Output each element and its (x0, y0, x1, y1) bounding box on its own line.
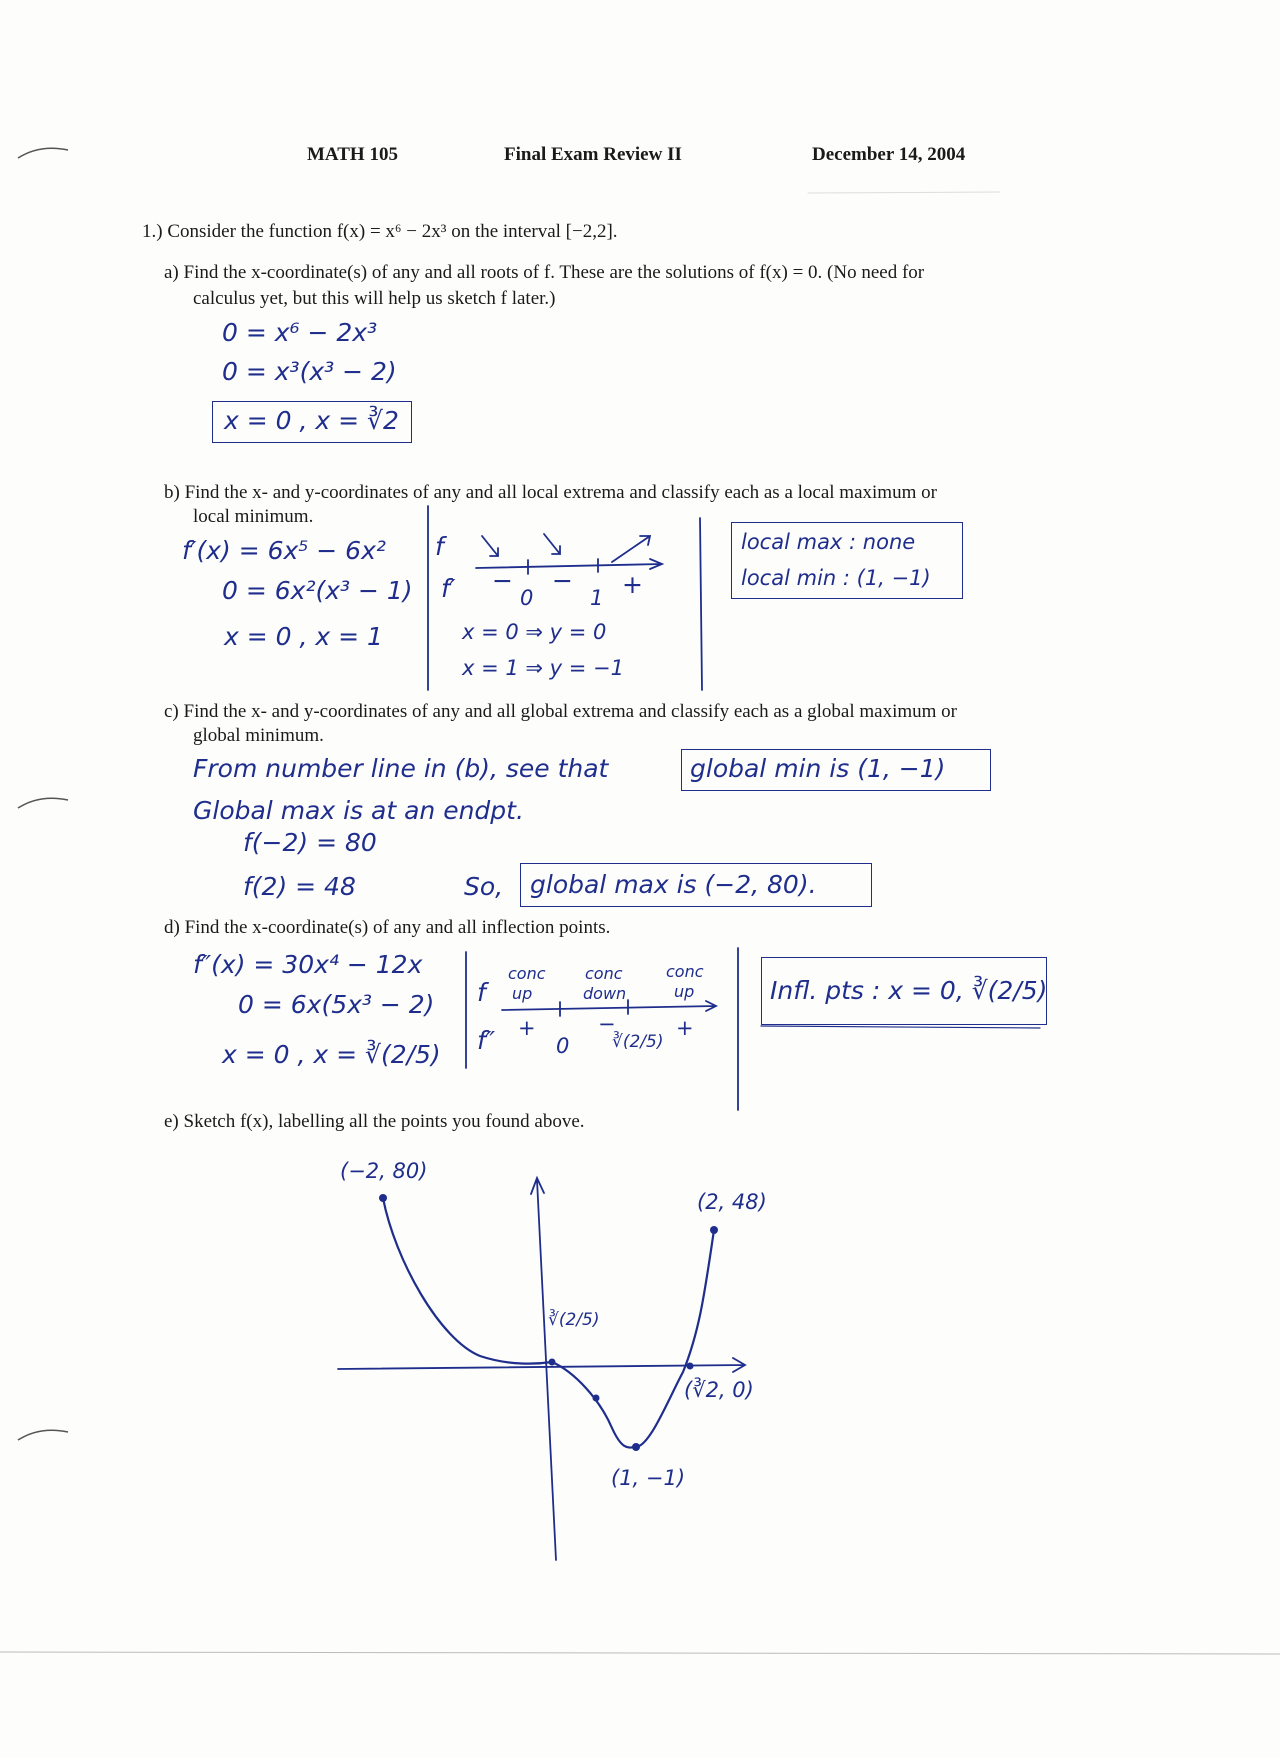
part-b-sign-3: + (622, 570, 643, 599)
part-d-answer-underline (761, 1026, 1040, 1028)
part-c-answer-min: global min is (1, −1) (690, 754, 946, 783)
part-a-work-2: 0 = x³(x³ − 2) (222, 357, 397, 386)
part-d-numberline-fpp: f″ (477, 1026, 496, 1055)
part-b-tick-0: 0 (520, 586, 534, 610)
sketch-label-root: (∛2, 0) (684, 1378, 754, 1402)
part-b-prompt-line1: b) Find the x- and y-coordinates of any and all local extrema and classify each as a local maximum or (164, 482, 937, 503)
part-b-answer-min: local min : (1, −1) (741, 566, 931, 590)
part-b-eval-2: x = 1 ⇒ y = −1 (462, 656, 625, 680)
part-d-conc-3a: conc (666, 962, 704, 981)
sketch-point-root (687, 1363, 694, 1370)
part-c-work-2: Global max is at an endpt. (193, 796, 524, 825)
part-d-sign-3: + (676, 1016, 694, 1040)
part-b-eval-1: x = 0 ⇒ y = 0 (462, 620, 607, 644)
header-underline (808, 192, 1000, 193)
part-b-sign-1: − (492, 566, 513, 595)
exam-date: December 14, 2004 (812, 144, 966, 165)
part-b-numberline-fprime: f′ (441, 574, 456, 603)
part-a-work-1: 0 = x⁶ − 2x³ (222, 318, 378, 347)
part-b-work-3: x = 0 , x = 1 (224, 622, 383, 651)
part-d-number-line (502, 1001, 716, 1011)
problem-intro: 1.) Consider the function f(x) = x⁶ − 2x³ on the interval [−2,2]. (142, 221, 618, 242)
sketch-label-left-endpoint: (−2, 80) (340, 1159, 428, 1183)
part-d-tick-0: 0 (556, 1034, 570, 1058)
part-d-work-2: 0 = 6x(5x³ − 2) (238, 990, 435, 1019)
part-b-prompt-line2: local minimum. (193, 506, 314, 527)
part-b-numberline-f: f (435, 532, 444, 561)
part-d-conc-2b: down (583, 984, 627, 1003)
part-c-work-1: From number line in (b), see that (193, 754, 609, 783)
binder-hole-mark-2 (18, 798, 68, 808)
sketch-label-inflection: ∛(2/5) (548, 1310, 600, 1330)
part-b-work-1: f′(x) = 6x⁵ − 6x² (182, 536, 386, 565)
part-b-divider-right (700, 518, 702, 690)
part-c-answer-max: global max is (−2, 80). (530, 870, 817, 899)
binder-hole-mark-1 (18, 148, 68, 158)
part-d-conc-2a: conc (585, 964, 623, 983)
exam-title: Final Exam Review II (504, 144, 682, 165)
part-e-prompt: e) Sketch f(x), labelling all the points you found above. (164, 1111, 585, 1132)
course-label: MATH 105 (307, 144, 398, 165)
sketch-point-left-endpoint (379, 1194, 387, 1202)
decreasing-arrow-2 (544, 534, 560, 554)
part-c-prompt-line2: global minimum. (193, 725, 324, 746)
part-b-work-2: 0 = 6x²(x³ − 1) (222, 576, 413, 605)
part-d-conc-1a: conc (508, 964, 546, 983)
part-c-so: So, (464, 872, 504, 901)
part-a-answer: x = 0 , x = ∛2 (224, 406, 399, 435)
part-b-tick-1: 1 (590, 586, 604, 610)
part-d-answer: Infl. pts : x = 0, ∛(2/5) (770, 976, 1048, 1005)
sketch-label-right-endpoint: (2, 48) (697, 1190, 767, 1214)
scan-edge-line (0, 1652, 1280, 1654)
sketch-point-inflection (593, 1395, 600, 1402)
decreasing-arrow-1 (482, 536, 498, 556)
part-b-number-line (476, 559, 662, 569)
part-d-tick-infl: ∛(2/5) (612, 1032, 664, 1052)
part-c-work-3: f(−2) = 80 (243, 828, 377, 857)
part-d-sign-2: − (598, 1012, 616, 1036)
binder-hole-mark-3 (18, 1430, 68, 1440)
part-a-prompt-line1: a) Find the x-coordinate(s) of any and all roots of f. These are the solutions of f(x) = 0. (No need for (164, 262, 925, 283)
part-d-prompt: d) Find the x-coordinate(s) of any and all inflection points. (164, 917, 611, 938)
sketch-point-origin (549, 1359, 556, 1366)
part-d-numberline-f: f (477, 978, 486, 1007)
part-c-work-4: f(2) = 48 (243, 872, 356, 901)
part-b-answer-max: local max : none (741, 530, 916, 554)
part-c-prompt-line1: c) Find the x- and y-coordinates of any and all global extrema and classify each as a global maximum or (164, 701, 957, 722)
part-b-sign-2: − (552, 566, 573, 595)
part-d-work-1: f″(x) = 30x⁴ − 12x (193, 950, 423, 979)
part-d-conc-3b: up (674, 982, 695, 1001)
part-d-sign-1: + (518, 1016, 536, 1040)
part-d-conc-1b: up (512, 984, 533, 1003)
increasing-arrow (612, 536, 650, 562)
sketch-y-axis (531, 1178, 556, 1560)
sketch-point-minimum (632, 1443, 640, 1451)
sketch-point-right-endpoint (710, 1226, 718, 1234)
sketch-label-minimum: (1, −1) (611, 1466, 686, 1490)
part-a-prompt-line2: calculus yet, but this will help us sketch f later.) (193, 288, 556, 309)
part-d-work-3: x = 0 , x = ∛(2/5) (222, 1040, 441, 1069)
